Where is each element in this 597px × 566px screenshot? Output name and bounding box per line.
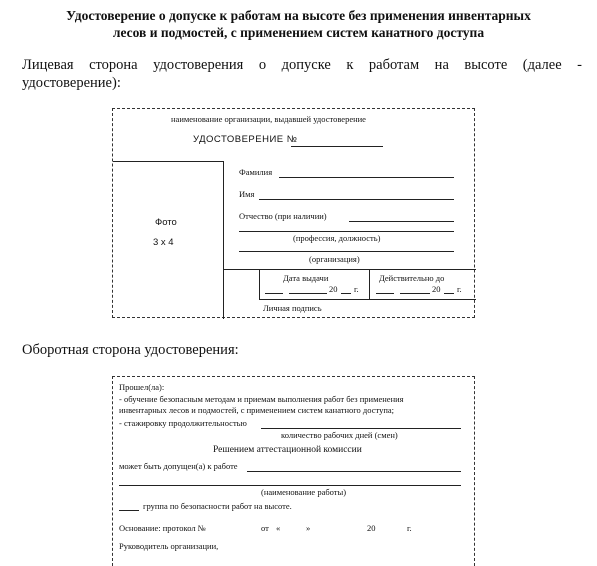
front-intro-line2: удостоверение): <box>22 75 121 91</box>
issue-month-line <box>289 293 327 294</box>
document-title-line2: лесов и подмостей, с применением систем канатного доступа <box>112 25 485 40</box>
signature-label: Личная подпись <box>263 303 322 313</box>
basis-year-g: г. <box>407 523 412 533</box>
basis-quote-open: « <box>276 523 281 533</box>
issue-year-line <box>341 293 351 294</box>
basis-from-label: от <box>261 523 269 533</box>
name-line <box>259 199 454 200</box>
group-number-line <box>119 510 139 511</box>
date-table-divider-left <box>259 269 260 299</box>
valid-month-line <box>400 293 430 294</box>
back-certificate-form <box>112 376 475 566</box>
photo-label: Фото <box>155 217 177 228</box>
basis-label: Основание: протокол № <box>119 523 206 533</box>
valid-until-label: Действительно до <box>379 273 445 283</box>
back-intro: Оборотная сторона удостоверения: <box>22 342 239 358</box>
document-title-line1: Удостоверение о допуске к работам на высоте без применения инвентарных <box>66 8 531 23</box>
commission-label: Решением аттестационной комиссии <box>213 445 362 455</box>
training-line2: инвентарных лесов и подмостей, с применением систем канатного доступа; <box>119 405 395 415</box>
group-label: группа по безопасности работ на высоте. <box>143 501 292 511</box>
basis-year: 20 <box>367 523 376 533</box>
issue-year-prefix: 20 <box>329 284 338 294</box>
admitted-label: может быть допущен(а) к работе <box>119 461 238 471</box>
profession-line <box>239 231 454 232</box>
issue-date-label: Дата выдачи <box>283 273 329 283</box>
issuing-org-caption: наименование организации, выдавшей удостоверение <box>171 114 366 124</box>
front-certificate-form <box>112 108 475 318</box>
date-table-divider-mid <box>369 269 370 299</box>
profession-caption: (профессия, должность) <box>293 233 381 243</box>
admitted-line <box>247 471 461 472</box>
work-name-caption: (наименование работы) <box>261 487 347 497</box>
front-intro-line1: Лицевая сторона удостоверения о допуске к работам на высоте (далее - <box>22 57 582 73</box>
passed-label: Прошел(ла): <box>119 382 165 392</box>
valid-day-line <box>376 293 394 294</box>
valid-year-g: г. <box>457 284 462 294</box>
surname-line <box>279 177 454 178</box>
issue-day-line <box>265 293 283 294</box>
work-name-line <box>119 485 461 486</box>
basis-quote-close: » <box>306 523 311 533</box>
issue-year-g: г. <box>354 284 359 294</box>
organization-line <box>239 251 454 252</box>
patronymic-label: Отчество (при наличии) <box>239 211 327 221</box>
certificate-number-line <box>291 146 383 147</box>
date-table-bottom <box>259 299 476 300</box>
name-label: Имя <box>239 189 255 199</box>
organization-caption: (организация) <box>309 254 360 264</box>
training-line1: - обучение безопасным методам и приемам выполнения работ без применения <box>119 394 404 404</box>
photo-placeholder <box>113 161 224 319</box>
patronymic-line <box>349 221 454 222</box>
head-of-organization-label: Руководитель организации, <box>119 541 219 551</box>
valid-year-line <box>444 293 454 294</box>
photo-size-label: 3 х 4 <box>153 237 174 248</box>
internship-label: - стажировку продолжительностью <box>119 418 247 428</box>
internship-line <box>261 428 461 429</box>
valid-year-prefix: 20 <box>432 284 441 294</box>
surname-label: Фамилия <box>239 167 273 177</box>
days-caption: количество рабочих дней (смен) <box>281 430 398 440</box>
date-table-top <box>224 269 476 270</box>
certificate-number-label: УДОСТОВЕРЕНИЕ № <box>193 134 298 145</box>
